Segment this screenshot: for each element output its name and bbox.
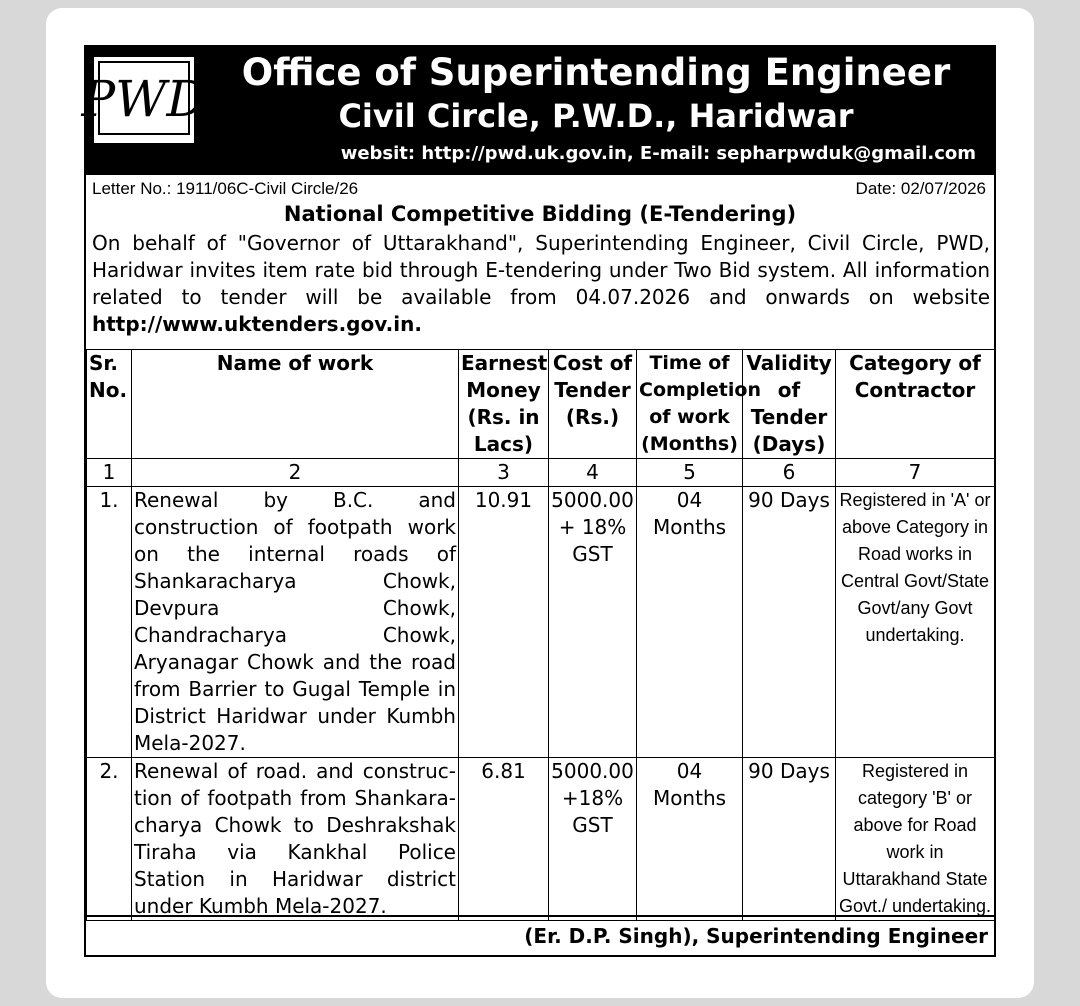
col-number: 6 xyxy=(743,459,836,487)
table-header-row xyxy=(87,350,995,459)
row-earnest-money: 6.81 xyxy=(459,758,549,921)
header-time-of-completion: Time of Completion of work (Months) xyxy=(637,350,743,459)
row-validity: 90 Days xyxy=(743,487,836,758)
header-cost-of-tender: Cost of Tender (Rs.) xyxy=(549,350,637,459)
row-earnest-money: 10.91 xyxy=(459,487,549,758)
col-number: 2 xyxy=(132,459,459,487)
office-title: Office of Superintending Engineer xyxy=(241,51,951,94)
tender-notice xyxy=(81,45,996,957)
pwd-logo xyxy=(81,57,207,152)
tender-table xyxy=(86,349,995,921)
col-number: 3 xyxy=(459,459,549,487)
signature: (Er. D.P. Singh), Superintending Engineer xyxy=(86,915,994,955)
row-time-of-completion: 04 Months xyxy=(637,487,743,758)
row-work-name: Renewal of road. and construc-tion of footpath from Shankara-charya Chowk to Deshrakshak Tiraha via Kankhal Police Station in Haridwar district under Kumbh Mela-2027. xyxy=(132,758,459,921)
col-number: 7 xyxy=(836,459,995,487)
column-number-row xyxy=(87,459,995,487)
svg-text:PWD: PWD xyxy=(81,70,207,128)
row-validity: 90 Days xyxy=(743,758,836,921)
col-number: 5 xyxy=(637,459,743,487)
letter-date: Date: 02/07/2026 xyxy=(855,179,986,198)
row-category: Registered in 'A' or above Category in Road works in Central Govt/State Govt/any Govt undertaking. xyxy=(836,487,995,758)
office-contact: websit: http://pwd.uk.gov.in, E-mail: sepharpwduk@gmail.com xyxy=(340,143,976,164)
row-sr-no: 1. xyxy=(87,487,132,758)
table-row xyxy=(87,758,995,921)
intro-text: On behalf of "Governor of Uttarakhand", Superintending Engineer, Civil Circle, PWD, Haridwar invites item rate bid through E-tendering under Two Bid system. All information related to tender will be available from 04.07.2026 and onwards on website xyxy=(92,231,990,309)
header-sr-no: Sr. No. xyxy=(87,350,132,459)
notice-header xyxy=(81,47,994,175)
row-work-name: Renewal by B.C. and construction of footpath work on the internal roads of Shankaracharya Chowk, Devpura Chowk, Chandracharya Chowk, Aryanagar Chowk and the road from Barrier to Gugal Temple in District Haridwar under Kumbh Mela-2027. xyxy=(132,487,459,758)
header-validity: Validity of Tender (Days) xyxy=(743,350,836,459)
bid-title: National Competitive Bidding (E-Tendering) xyxy=(283,202,797,226)
pwd-logo-mark xyxy=(81,58,207,142)
header-name-of-work: Name of work xyxy=(132,350,459,459)
logo-caption: UTTARAKHAND xyxy=(107,144,172,152)
row-cost-of-tender: 5000.00 +18% GST xyxy=(549,758,637,921)
header-category: Category of Contractor xyxy=(836,350,995,459)
intro-paragraph xyxy=(92,230,990,338)
row-time-of-completion: 04 Months xyxy=(637,758,743,921)
col-number: 4 xyxy=(549,459,637,487)
row-category: Registered in category 'B' or above for Road work in Uttarakhand State Govt./ undertaking. xyxy=(836,758,995,921)
row-sr-no: 2. xyxy=(87,758,132,921)
col-number: 1 xyxy=(87,459,132,487)
office-subtitle: Civil Circle, P.W.D., Haridwar xyxy=(338,97,854,135)
table-row xyxy=(87,487,995,758)
row-cost-of-tender: 5000.00 + 18% GST xyxy=(549,487,637,758)
tender-website-link[interactable]: http://www.uktenders.gov.in. xyxy=(92,312,422,336)
header-earnest-money: Earnest Money (Rs. in Lacs) xyxy=(459,350,549,459)
letter-number: Letter No.: 1911/06C-Civil Circle/26 xyxy=(92,179,359,198)
